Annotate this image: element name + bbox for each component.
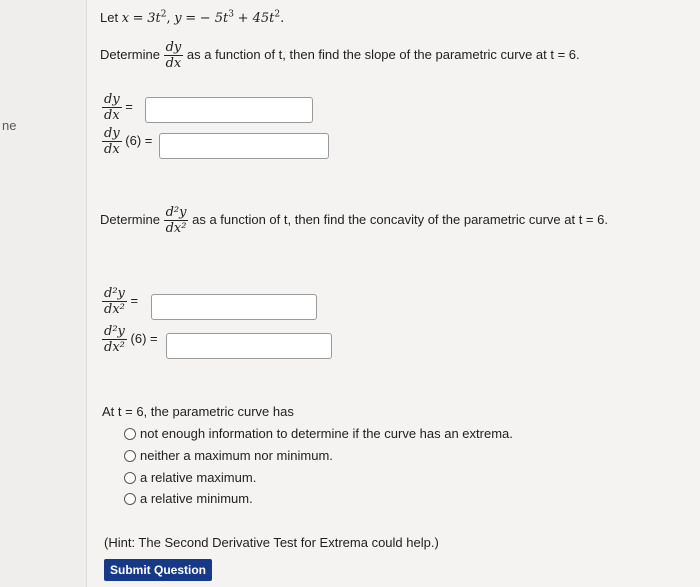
period: .: [280, 11, 285, 26]
x-exponent: 2: [160, 9, 167, 20]
option-label: a relative minimum.: [140, 491, 253, 506]
y-equals: =: [185, 11, 197, 26]
option-relative-maximum[interactable]: [124, 470, 256, 485]
option-label: not enough information to determine if the curve has an extrema.: [140, 426, 513, 441]
let-label: Let: [100, 10, 119, 25]
part1-determine-label: Determine: [100, 46, 160, 62]
option-label: a relative maximum.: [140, 470, 257, 485]
part1-derivative-fraction: [164, 40, 184, 71]
dydx-input[interactable]: [145, 97, 313, 123]
evaluation-point: (6) =: [125, 132, 153, 148]
x-equals: =: [132, 11, 144, 26]
frac-denominator: dx²: [104, 302, 125, 317]
y-expression-a: − 5t: [199, 11, 229, 26]
cropped-edge-text: ne: [2, 118, 17, 133]
frac-numerator: dy: [104, 92, 120, 107]
evaluation-point: (6) =: [130, 330, 158, 346]
dydx-at-6-input[interactable]: [159, 133, 329, 159]
comma: ,: [166, 11, 171, 26]
radio-circle-icon[interactable]: [124, 450, 136, 462]
submit-question-button[interactable]: Submit Question: [104, 559, 212, 581]
frac-numerator: dy: [165, 40, 182, 55]
y-exponent-a: 3: [228, 9, 234, 20]
frac-numerator: d²y: [104, 286, 125, 301]
frac-numerator: d²y: [104, 324, 125, 339]
problem-statement: [100, 10, 284, 26]
frac-denominator: dx²: [104, 340, 125, 355]
part1-question-text: as a function of t, then find the slope of the parametric curve at t = 6.: [186, 46, 580, 62]
left-panel-strip: [0, 0, 87, 587]
part1-row1-label: [102, 92, 133, 123]
radio-circle-icon[interactable]: [124, 428, 136, 440]
part2-question-text: as a function of t, then find the concavity of the parametric curve at t = 6.: [192, 211, 608, 227]
equals-sign: =: [130, 292, 139, 308]
part1-row2-label: [102, 126, 152, 157]
option-neither[interactable]: [124, 448, 333, 463]
d2ydx2-input[interactable]: [151, 294, 317, 320]
hint-text: (Hint: The Second Derivative Test for Extrema could help.): [104, 535, 439, 550]
x-variable: x: [121, 11, 130, 26]
frac-numerator: d²y: [165, 205, 187, 220]
option-label: neither a maximum nor minimum.: [140, 448, 333, 463]
part3-prompt: At t = 6, the parametric curve has: [102, 404, 294, 419]
radio-circle-icon[interactable]: [124, 472, 136, 484]
part1-question: [100, 40, 580, 71]
part2-row1-label: [102, 286, 138, 317]
x-expression: 3t: [147, 11, 161, 26]
radio-circle-icon[interactable]: [124, 493, 136, 505]
part2-derivative-fraction: [164, 205, 189, 236]
part2-determine-label: Determine: [100, 211, 160, 227]
frac-numerator: dy: [104, 126, 120, 141]
y-expression-b: + 45t: [237, 11, 275, 26]
y-variable: y: [174, 11, 182, 26]
frac-denominator: dx: [104, 142, 120, 157]
part2-row2-label: [102, 324, 158, 355]
frac-denominator: dx: [165, 56, 182, 71]
frac-denominator: dx²: [165, 221, 187, 236]
d2ydx2-at-6-input[interactable]: [166, 333, 332, 359]
frac-denominator: dx: [104, 108, 120, 123]
equals-sign: =: [125, 98, 133, 114]
option-not-enough-info[interactable]: [124, 426, 513, 441]
option-relative-minimum[interactable]: [124, 491, 253, 506]
y-exponent-b: 2: [274, 9, 281, 20]
part2-question: [100, 205, 608, 236]
